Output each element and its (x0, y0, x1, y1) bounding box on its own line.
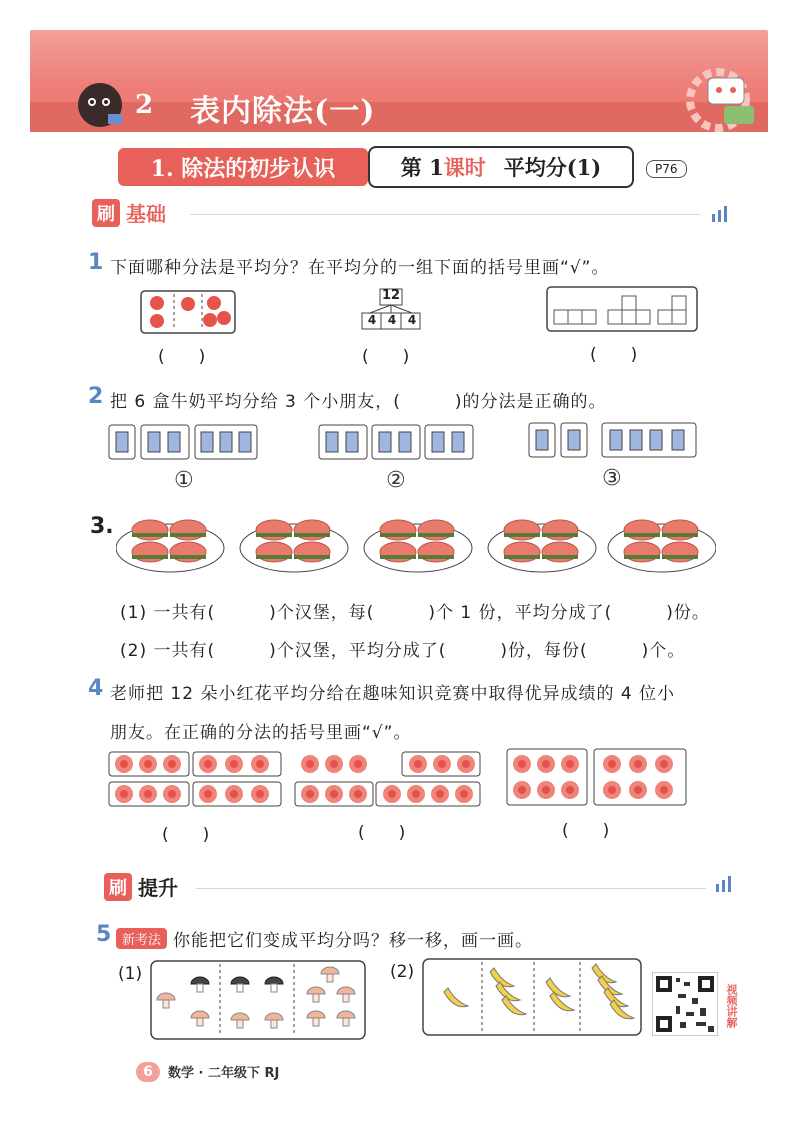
q2-number: 2 (88, 384, 104, 409)
q2-figure-option3 (528, 422, 698, 458)
q5-figure-mushrooms (150, 960, 366, 1040)
lesson-label-hl: 课时 (443, 155, 486, 180)
section-rule (196, 888, 706, 889)
q1-part-label: 4 (407, 313, 417, 327)
chapter-number: 2 (135, 90, 154, 120)
q5-figure-bananas (422, 958, 642, 1036)
q4-line-1: 老师把 12 朵小红花平均分给在趣味知识竞赛中取得优异成绩的 4 位小 (110, 684, 676, 704)
q1-answer-1[interactable]: ( ) (158, 347, 206, 367)
q4-figure-option1 (108, 750, 284, 810)
q1-part-label: 4 (367, 313, 377, 327)
q3-line-2: (2) 一共有( )个汉堡，平均分成了( )份，每份( )个。 (120, 641, 686, 661)
q3-line-1: (1) 一共有( )个汉堡，每( )个 1 份，平均分成了( )份。 (120, 603, 710, 623)
section-advanced-label: 提升 (138, 876, 178, 900)
qr-label: 视频讲解 (725, 984, 738, 1028)
q2-figure-option1 (108, 424, 258, 460)
chapter-title: 表内除法(一) (190, 94, 376, 129)
q4-answer-2[interactable]: ( ) (358, 823, 406, 843)
lesson-label: 第 1 (400, 155, 444, 180)
q4-line-2: 朋友。在正确的分法的括号里画“√”。 (110, 723, 412, 743)
gear-icon (668, 62, 760, 132)
q1-total-label: 12 (381, 288, 401, 303)
page-number: 6 (136, 1062, 160, 1082)
q1-answer-2[interactable]: ( ) (362, 347, 410, 367)
footer-text: 数学 · 二年级下 RJ (168, 1066, 280, 1081)
q4-number: 4 (88, 676, 104, 701)
q5-head (116, 926, 533, 951)
q3-number: 3. (90, 514, 114, 539)
section-advanced (104, 872, 178, 901)
q1-figure-tomatoes (140, 290, 236, 334)
section-title: 1. 除法的初步认识 (118, 148, 368, 186)
q5-part-2: (2) (390, 962, 415, 982)
q1-part-label: 4 (387, 313, 397, 327)
q1-text: 下面哪种分法是平均分？在平均分的一组下面的括号里画“√”。 (110, 258, 610, 278)
lesson-name: 平均分(1) (503, 155, 602, 180)
q4-answer-3[interactable]: ( ) (562, 821, 610, 841)
q3-figure-burgers (116, 508, 716, 574)
q2-option-1[interactable]: ① (174, 468, 194, 493)
q2-option-3[interactable]: ③ (602, 466, 622, 491)
q2-option-2[interactable]: ② (386, 468, 406, 493)
q1-figure-cubes (546, 286, 698, 332)
q5-number: 5 (96, 922, 112, 947)
q2-figure-option2 (318, 424, 474, 460)
brush-icon: 刷 (92, 199, 120, 227)
q4-figure-option3 (506, 748, 688, 806)
q4-figure-option2 (294, 750, 484, 810)
lesson-title (368, 146, 634, 188)
section-basic (92, 198, 166, 227)
q5-part-1: (1) (118, 964, 143, 984)
qr-code[interactable] (652, 972, 718, 1036)
q2-text: 把 6 盒牛奶平均分给 3 个小朋友，( )的分法是正确的。 (110, 392, 607, 412)
mascot-icon (72, 80, 130, 130)
q1-number: 1 (88, 250, 104, 275)
q1-answer-3[interactable]: ( ) (590, 345, 638, 365)
page-ref-badge: P76 (646, 160, 687, 178)
q4-answer-1[interactable]: ( ) (162, 825, 210, 845)
section-basic-label: 基础 (126, 202, 166, 226)
q5-text: 你能把它们变成平均分吗？移一移，画一画。 (173, 931, 534, 951)
new-method-badge: 新考法 (116, 928, 167, 949)
bars-icon (712, 206, 732, 222)
bars-icon (716, 876, 736, 892)
section-rule (190, 214, 700, 215)
brush-icon: 刷 (104, 873, 132, 901)
